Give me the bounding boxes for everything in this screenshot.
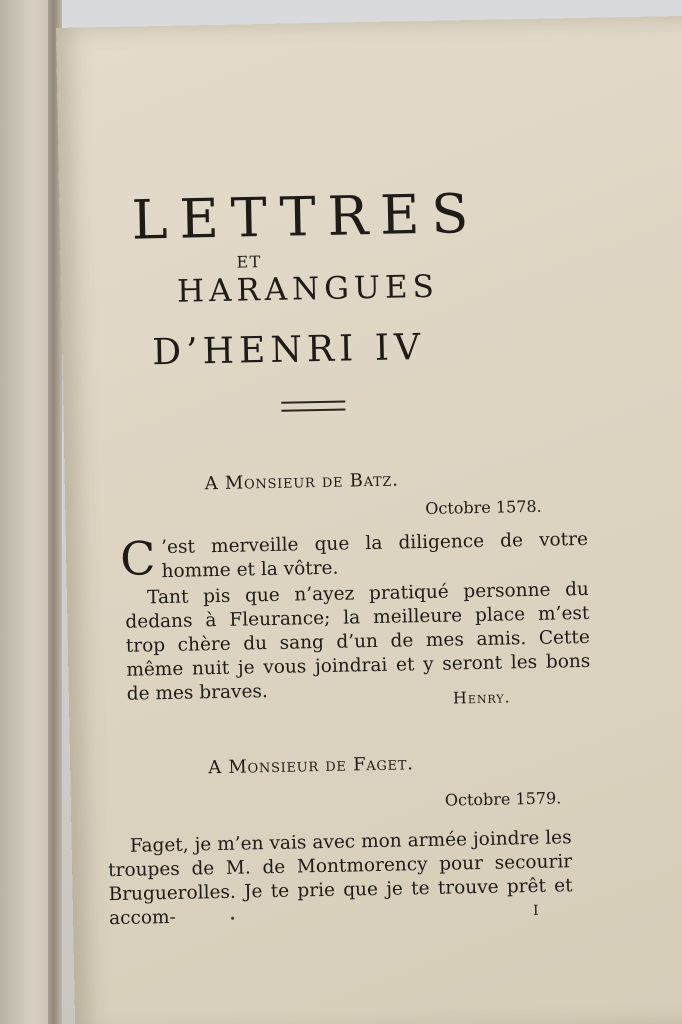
title-harangues: HARANGUES: [176, 268, 440, 310]
title-henri-iv: D’HENRI IV: [151, 326, 426, 374]
letter-1-signature: Henry.: [452, 687, 511, 708]
title-lettres: LETTRES: [131, 181, 481, 252]
letter-1-paragraph-1-text: ’est merveille que la diligence de votre homme et la vôtre.: [160, 528, 589, 583]
letter-2-heading: A Monsieur de Faget.: [208, 753, 414, 779]
letter-1-heading: A Monsieur de Batz.: [204, 469, 399, 495]
title-double-rule: [281, 401, 345, 412]
page-number: I: [532, 902, 539, 920]
letter-1-paragraph-2: Tant pis que n’ayez pratiqué personne du dedans à Fleurance; la meilleure place m’est trop chère du sang d’un de mes amis. Cette même nuit je vous joindrai et y seront les bons de mes braves.: [125, 578, 591, 705]
letter-2-date: Octobre 1579.: [444, 788, 562, 810]
letter-2-paragraph-1: Faget, je m’en vais avec mon armée joindre les troupes de M. de Montmorency pour secourir Bruguerolles. Je te prie que je te trouve prêt et accom-: [107, 827, 573, 930]
title-et: ET: [236, 252, 262, 272]
ink-dot: [231, 917, 234, 920]
letter-1-dropcap: C: [119, 531, 156, 586]
letter-1-paragraph-1: [119, 528, 589, 586]
page-text: [56, 16, 676, 930]
letter-1-date: Octobre 1578.: [425, 496, 542, 518]
book-page: [56, 16, 682, 1024]
